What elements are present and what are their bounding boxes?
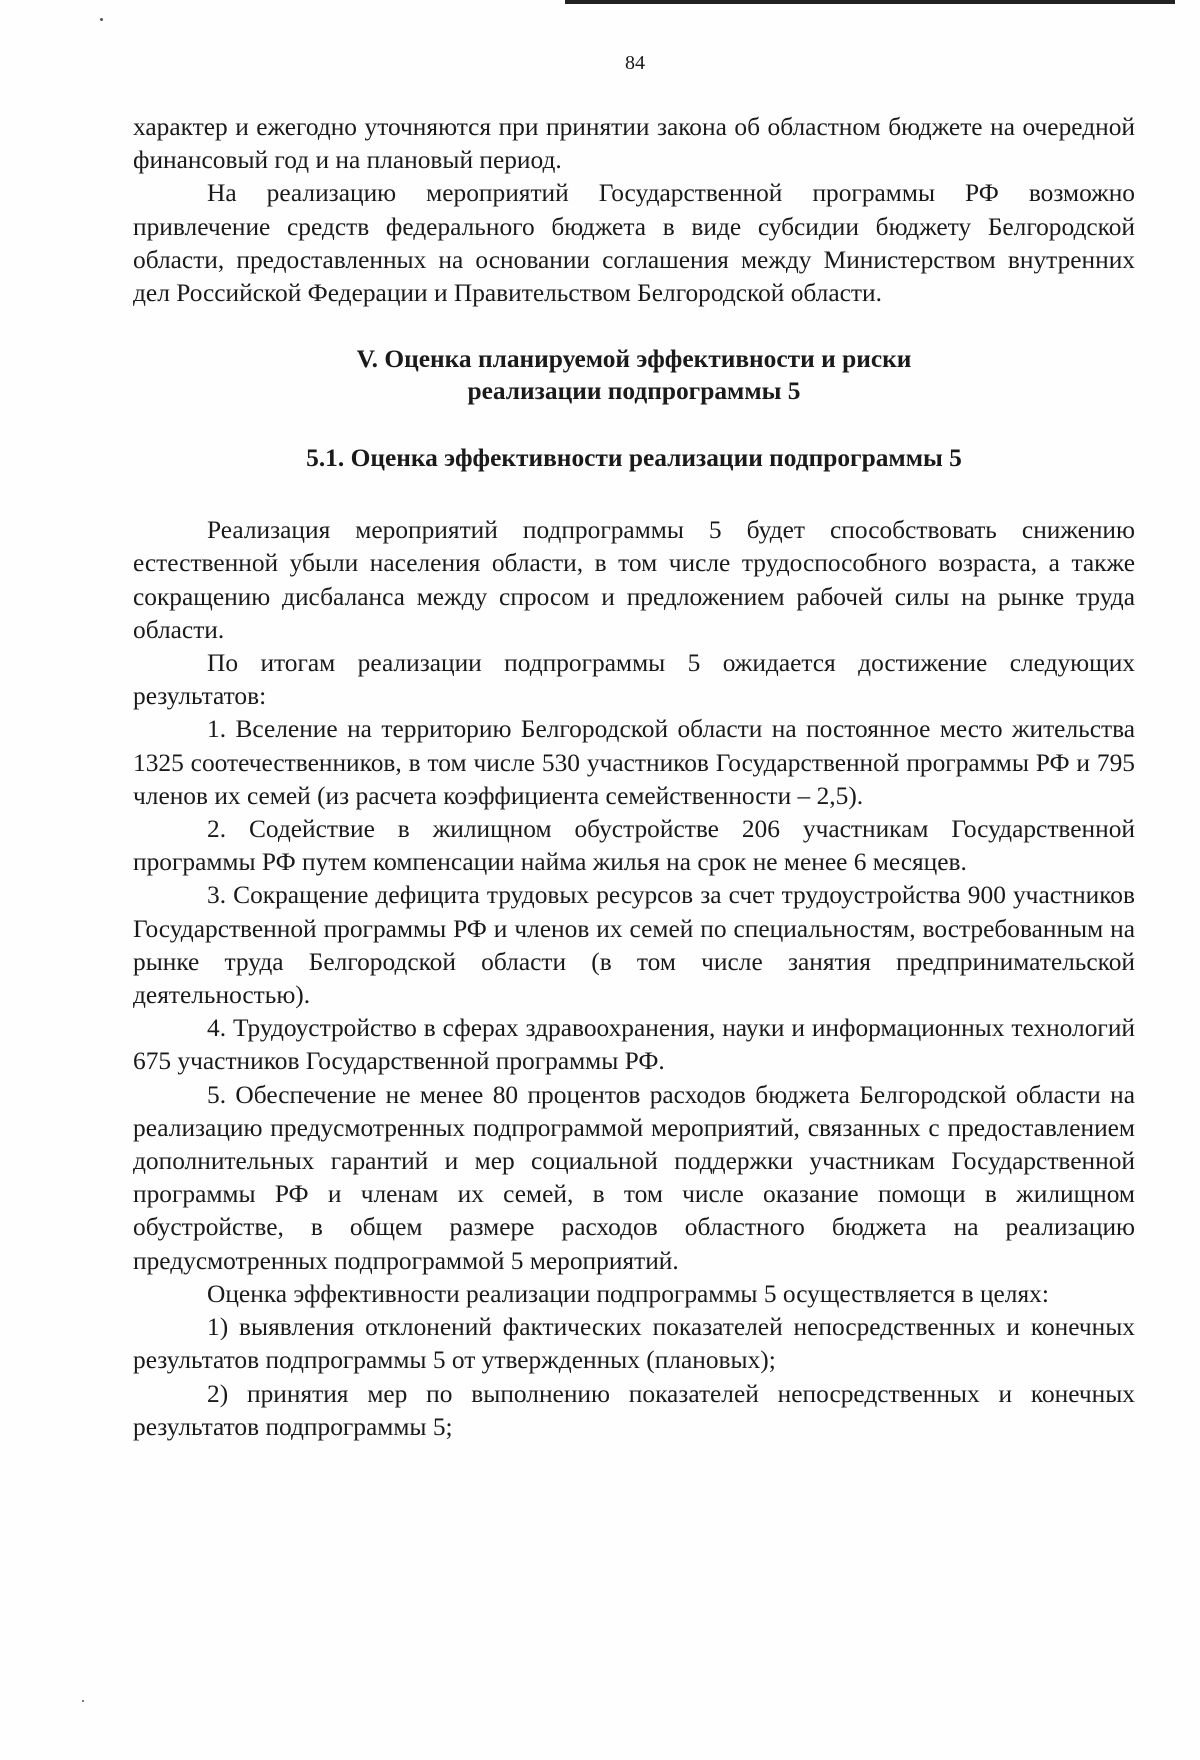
paragraph: На реализацию мероприятий Государственной программы РФ возможно привлечение средств федерального бюджета в виде субсидии бюджету Белгородской области, предоставленных на основании соглашения между Министерством внутренних дел Российской Федерации и Правительством Белгородской области. xyxy=(133,179,1135,308)
page-number: 84 xyxy=(625,52,645,74)
scan-speck xyxy=(82,1700,84,1702)
subsection-heading: 5.1. Оценка эффективности реализации подпрограммы 5 xyxy=(306,444,962,473)
paragraph: Реализация мероприятий подпрограммы 5 будет способствовать снижению естественной убыли населения области, в том числе трудоспособного возраста, а также сокращению дисбаланса между спросом и предложением рабочей силы на рынке труда области. xyxy=(133,516,1135,644)
section-heading-line: V. Оценка планируемой эффективности и риски xyxy=(356,345,912,374)
list-item: 2. Содействие в жилищном обустройстве 206 участникам Государственной программы РФ путем компенсации найма жилья на срок не менее 6 месяцев. xyxy=(133,815,1135,877)
section-heading-line: реализации подпрограммы 5 xyxy=(467,377,801,406)
section-heading xyxy=(133,343,1135,407)
list-item: 1) выявления отклонений фактических показателей непосредственных и конечных результатов подпрограммы 5 от утвержденных (плановых); xyxy=(133,1313,1135,1375)
list-item: 1. Вселение на территорию Белгородской области на постоянное место жительства 1325 соотечественников, в том числе 530 участников Государственной программы РФ и 795 членов их семей (из расчета коэффициента семейственности – 2,5). xyxy=(133,715,1135,810)
scan-speck xyxy=(100,18,103,21)
paragraph: По итогам реализации подпрограммы 5 ожидается достижение следующих результатов: xyxy=(133,649,1135,711)
paragraph: характер и ежегодно уточняются при принятии закона об областном бюджете на очередной финансовый год и на плановый период. xyxy=(133,113,1135,175)
list-item: 3. Сокращение дефицита трудовых ресурсов за счет трудоустройства 900 участников Государственной программы РФ и членов их семей по специальностям, востребованным на рынке труда Белгородской области (в том числе занятия предпринимательской деятельностью). xyxy=(133,881,1135,1010)
list-item: 5. Обеспечение не менее 80 процентов расходов бюджета Белгородской области на реализацию предусмотренных подпрограммой мероприятий, связанных с предоставлением дополнительных гарантий и мер социальной поддержки участникам Государственной программы РФ и членам их семей, в том числе оказание помощи в жилищном обустройстве, в общем размере расходов областного бюджета на реализацию предусмотренных подпрограммой 5 мероприятий. xyxy=(133,1080,1135,1275)
scan-top-rule xyxy=(565,0,1175,4)
paragraph: Оценка эффективности реализации подпрограммы 5 осуществляется в целях: xyxy=(207,1279,1049,1308)
list-item: 2) принятия мер по выполнению показателей непосредственных и конечных результатов подпрограммы 5; xyxy=(133,1379,1135,1441)
document-body xyxy=(133,111,1135,1444)
list-item: 4. Трудоустройство в сферах здравоохранения, науки и информационных технологий 675 участников Государственной программы РФ. xyxy=(133,1014,1135,1076)
